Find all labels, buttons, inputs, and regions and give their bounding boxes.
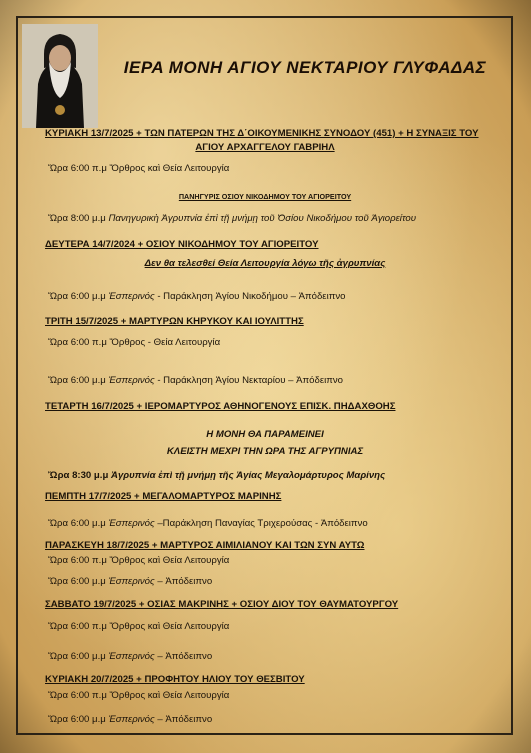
service-line: Ὥρα 6:00 π.μ Ὄρθρος καὶ Θεία Λειτουργία [48,690,230,701]
saint-portrait-image [22,24,98,128]
service-line: Ὥρα 6:00 μ.μ Ἑσπερινός – Ἀπόδειπνο [48,576,213,587]
notice-no-liturgy: Δεν θα τελεσθεί Θεία Λειτουργία λόγω τῆς ἀγρυπνίας [144,258,386,269]
service-line: Ὥρα 6:00 μ.μ Ἑσπερινός –Παράκληση Παναγίας Τριχερούσας - Ἀπόδειπνο [48,518,368,529]
schedule-header-sunday-13: ΚΥΡΙΑΚΗ 13/7/2025 + ΤΩΝ ΠΑΤΕΡΩΝ ΤΗΣ Δ΄ΟΙΚΟΥΜΕΝΙΚΗΣ ΣΥΝΟΔΟΥ (451) + Η ΣΥΝΑΞΙΣ ΤΟΥ [45,128,479,139]
service-line: Ὥρα 6:00 π.μ Ὄρθρος καὶ Θεία Λειτουργία [48,621,230,632]
schedule-header-tuesday-15: ΤΡΙΤΗ 15/7/2025 + ΜΑΡΤΥΡΩΝ ΚΗΡΥΚΟΥ ΚΑΙ ΙΟΥΛΙΤΤΗΣ [45,316,304,327]
service-line: Ὥρα 6:00 π.μ Ὄρθρος καὶ Θεία Λειτουργία [48,163,230,174]
schedule-header-thursday-17: ΠΕΜΠΤΗ 17/7/2025 + ΜΕΓΑΛΟΜΑΡΤΥΡΟΣ ΜΑΡΙΝΗΣ [45,491,282,502]
service-line: Ὥρα 6:00 μ.μ Ἑσπερινός – Ἀπόδειπνο [48,651,213,662]
vigil-line: Ὥρα 8:30 μ.μ Ἀγρυπνία ἐπὶ τῇ μνήμῃ τῆς Ἁγίας Μεγαλομάρτυρος Μαρίνης [48,470,386,481]
schedule-header-sunday-13-cont: ΑΓΙΟΥ ΑΡΧΑΓΓΕΛΟΥ ΓΑΒΡΙΗΛ [195,142,335,153]
service-line: Ὥρα 6:00 μ.μ Ἑσπερινός - Παράκληση Ἁγίου Νεκταρίου – Ἀπόδειπνο [48,375,343,386]
service-line: Ὥρα 6:00 μ.μ Ἑσπερινός - Παράκληση Ἁγίου Νικοδήμου – Ἀπόδειπνο [48,291,346,302]
schedule-header-friday-18: ΠΑΡΑΣΚΕΥΗ 18/7/2025 + ΜΑΡΤΥΡΟΣ ΑΙΜΙΛΙΑΝΟΥ ΚΑΙ ΤΩΝ ΣΥΝ ΑΥΤΩ [45,540,365,551]
notice-closed-line2: ΚΛΕΙΣΤΗ ΜΕΧΡΙ ΤΗΝ ΩΡΑ ΤΗΣ ΑΓΡΥΠΝΙΑΣ [166,446,364,457]
monastery-title: ΙΕΡΑ ΜΟΝΗ ΑΓΙΟΥ ΝΕΚΤΑΡΙΟΥ ΓΛΥΦΑΔΑΣ [123,58,487,77]
service-line: Ὥρα 6:00 π.μ Ὄρθρος - Θεία Λειτουργία [48,337,221,348]
service-line: Ὥρα 8:00 μ.μ Πανηγυρικὴ Ἀγρυπνία ἐπὶ τῇ μνήμῃ τοῦ Ὁσίου Νικοδήμου τοῦ Ἁγιορείτου [48,213,417,224]
feast-header: ΠΑΝΗΓΥΡΙΣ ΟΣΙΟΥ ΝΙΚΟΔΗΜΟΥ ΤΟΥ ΑΓΙΟΡΕΙΤΟΥ [178,192,352,201]
schedule-header-saturday-19: ΣΑΒΒΑΤΟ 19/7/2025 + ΟΣΙΑΣ ΜΑΚΡΙΝΗΣ + ΟΣΙΟΥ ΔΙΟΥ ΤΟΥ ΘΑΥΜΑΤΟΥΡΓΟΥ [45,599,399,610]
saint-portrait-drawing [22,24,98,128]
service-line: Ὥρα 6:00 π.μ Ὄρθρος καὶ Θεία Λειτουργία [48,555,230,566]
schedule-header-wednesday-16: ΤΕΤΑΡΤΗ 16/7/2025 + ΙΕΡΟΜΑΡΤΥΡΟΣ ΑΘΗΝΟΓΕΝΟΥΣ ΕΠΙΣΚ. ΠΗΔΑΧΘΟΗΣ [45,401,396,412]
notice-closed-line1: Η ΜΟΝΗ ΘΑ ΠΑΡΑΜΕΙΝΕΙ [206,429,324,440]
schedule-header-monday-14: ΔΕΥΤΕΡΑ 14/7/2024 + ΟΣΙΟΥ ΝΙΚΟΔΗΜΟΥ ΤΟΥ ΑΓΙΟΡΕΙΤΟΥ [45,239,319,250]
schedule-header-sunday-20: ΚΥΡΙΑΚΗ 20/7/2025 + ΠΡΟΦΗΤΟΥ ΗΛΙΟΥ ΤΟΥ ΘΕΣΒΙΤΟΥ [45,674,305,685]
service-line: Ὥρα 6:00 μ.μ Ἑσπερινός – Ἀπόδειπνο [48,714,213,725]
